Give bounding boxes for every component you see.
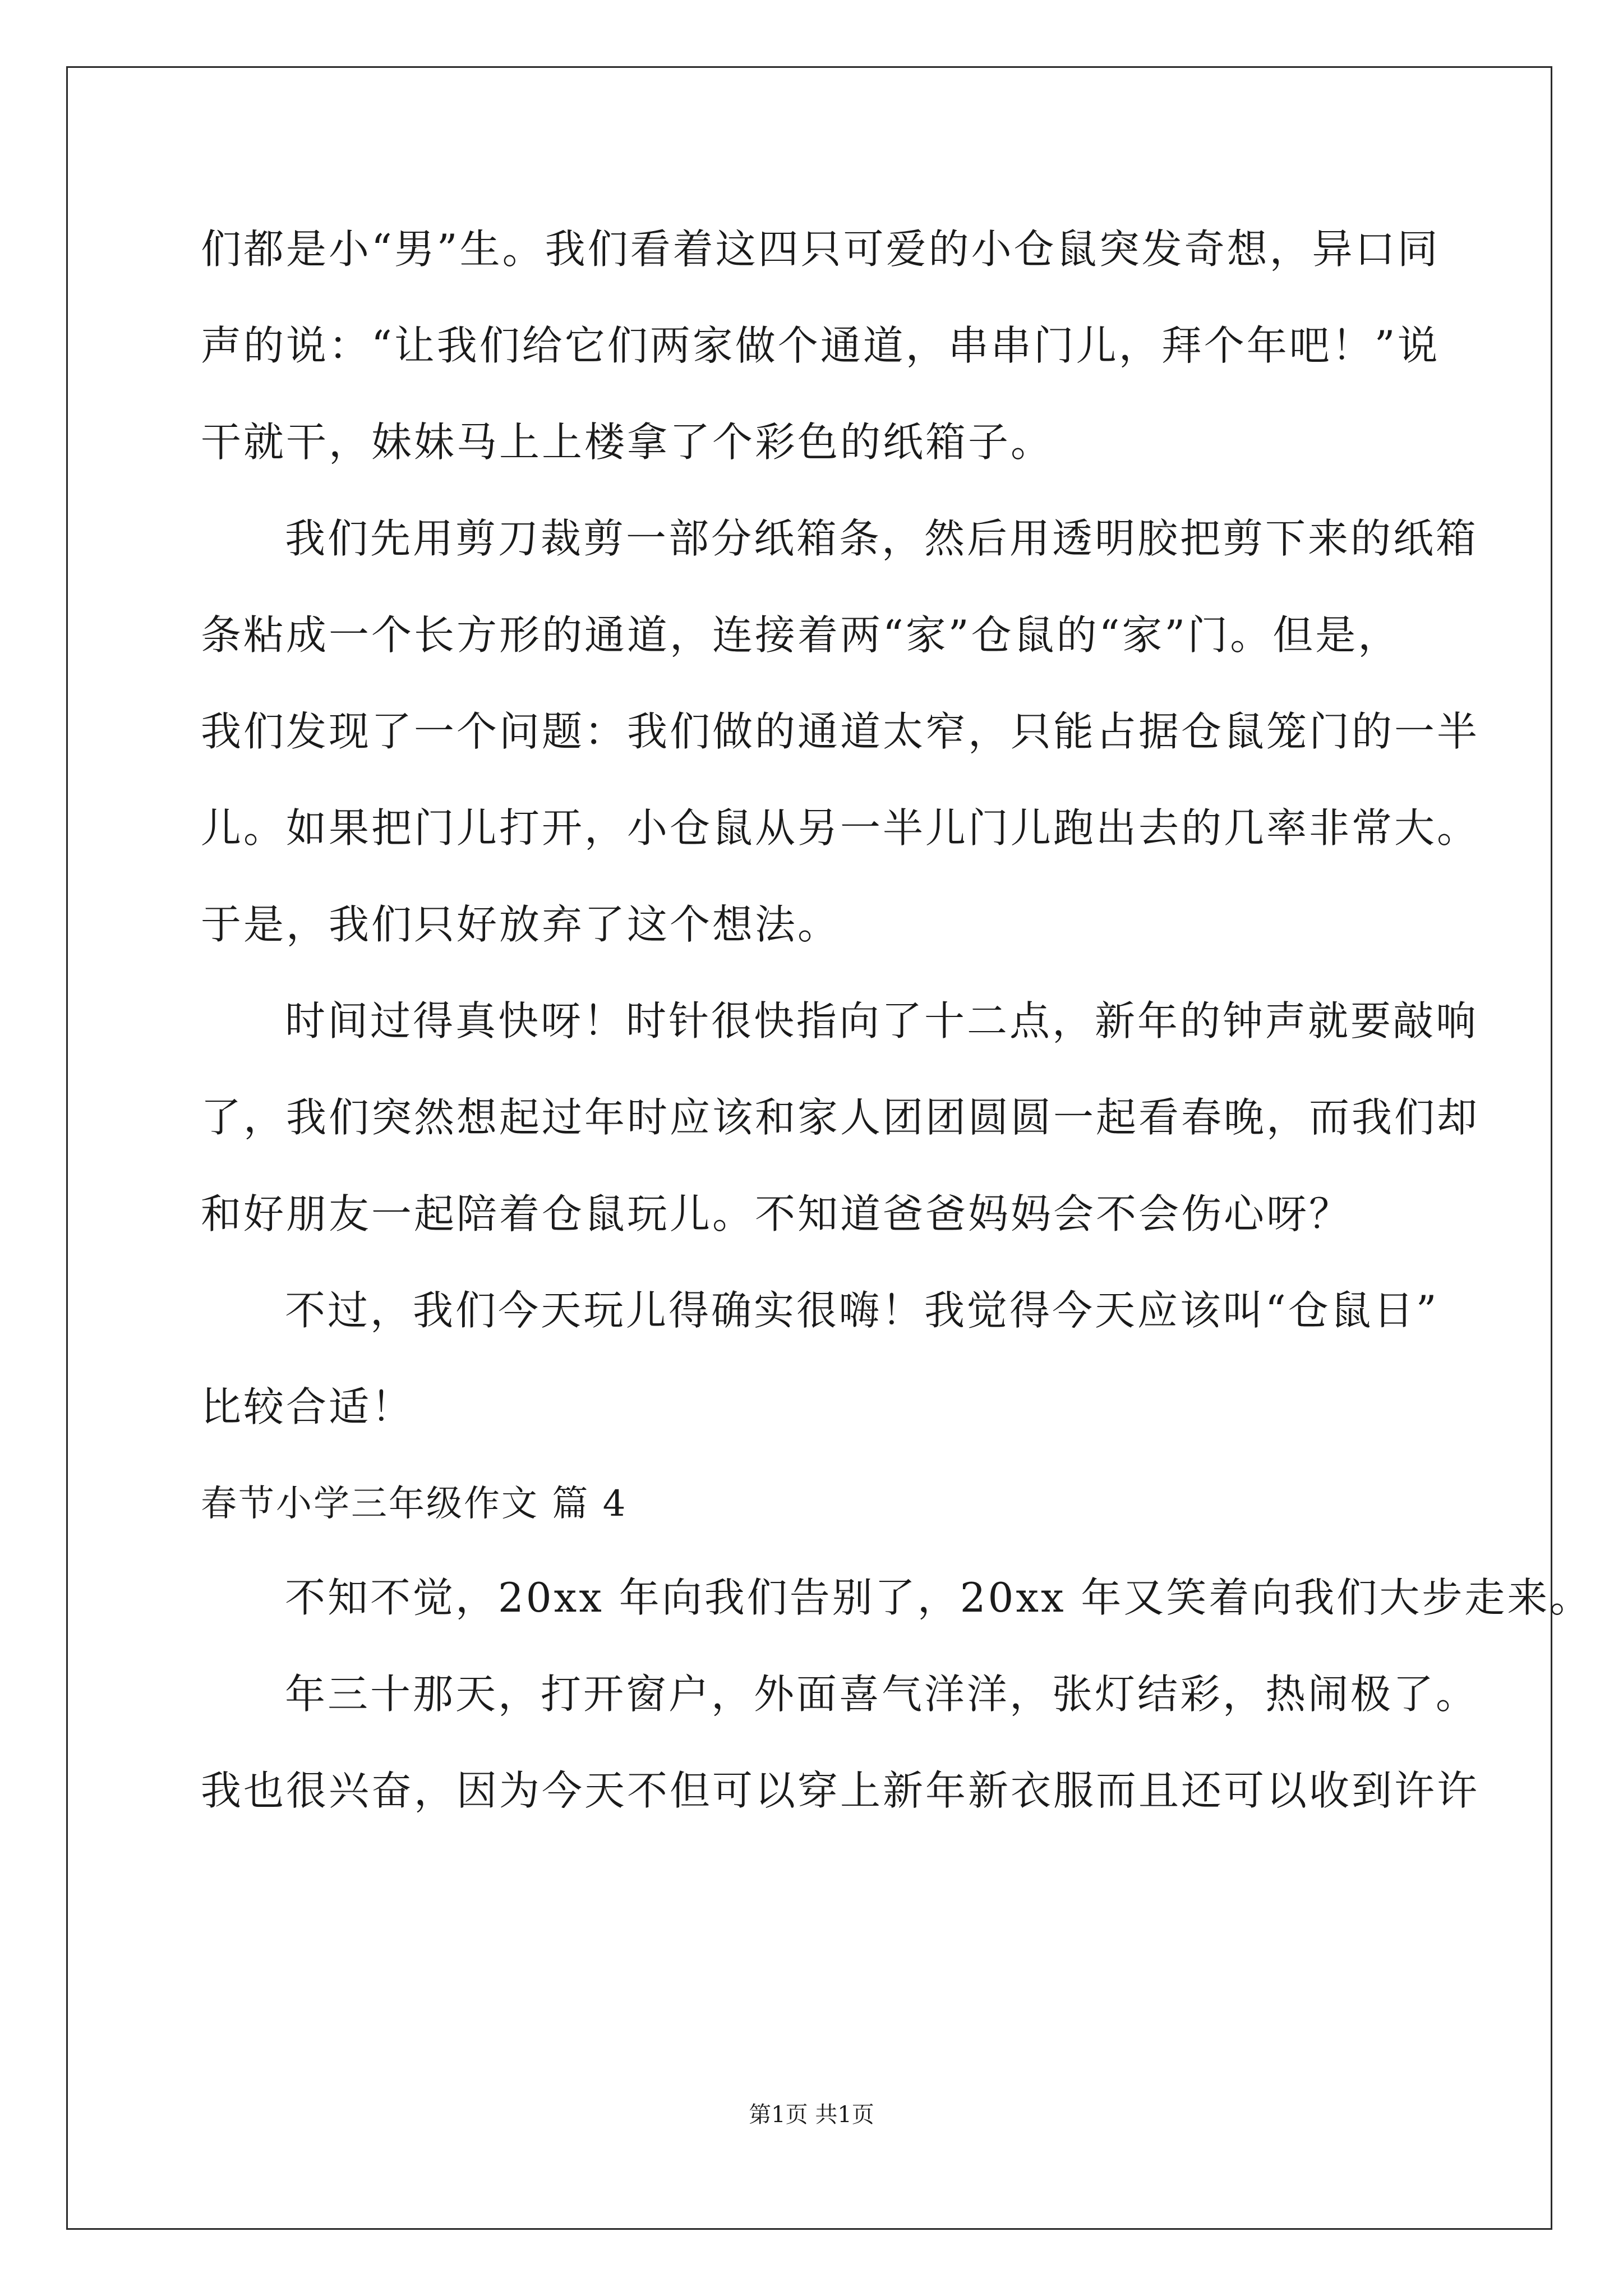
paragraph-start-line: 不知不觉，20xx 年向我们告别了，20xx 年又笑着向我们大步走来。 — [285, 1574, 1593, 1621]
text-line: 我们发现了一个问题：我们做的通道太窄，只能占据仓鼠笼门的一半 — [201, 708, 1480, 755]
text-line: 们都是小“男”生。我们看着这四只可爱的小仓鼠突发奇想，异口同 — [201, 226, 1440, 273]
text-line: 和好朋友一起陪着仓鼠玩儿。不知道爸爸妈妈会不会伤心呀？ — [201, 1190, 1352, 1237]
text-line: 比较合适！ — [201, 1383, 414, 1430]
text-line: 了，我们突然想起过年时应该和家人团团圆圆一起看春晚，而我们却 — [201, 1094, 1480, 1141]
section-heading: 春节小学三年级作文 篇 4 — [201, 1483, 628, 1525]
text-line: 声的说：“让我们给它们两家做个通道，串串门儿，拜个年吧！”说 — [201, 322, 1440, 369]
text-line: 于是，我们只好放弃了这个想法。 — [201, 901, 841, 948]
paragraph-start-line: 年三十那天，打开窗户，外面喜气洋洋，张灯结彩，热闹极了。 — [285, 1671, 1479, 1718]
page-border — [66, 66, 1552, 2230]
text-line: 条粘成一个长方形的通道，连接着两“家”仓鼠的“家”门。但是， — [201, 611, 1401, 659]
paragraph-start-line: 我们先用剪刀裁剪一部分纸箱条，然后用透明胶把剪下来的纸箱 — [285, 515, 1479, 562]
page-footer: 第1页 共1页 — [749, 2102, 874, 2128]
paragraph-start-line: 时间过得真快呀！时针很快指向了十二点，新年的钟声就要敲响 — [285, 997, 1479, 1045]
paragraph-start-line: 不过，我们今天玩儿得确实很嗨！我觉得今天应该叫“仓鼠日” — [285, 1287, 1439, 1334]
text-line: 我也很兴奋，因为今天不但可以穿上新年新衣服而且还可以收到许许 — [201, 1767, 1480, 1814]
text-line: 儿。如果把门儿打开，小仓鼠从另一半儿门儿跑出去的几率非常大。 — [201, 804, 1480, 852]
text-line: 干就干，妹妹马上上楼拿了个彩色的纸箱子。 — [201, 418, 1054, 466]
